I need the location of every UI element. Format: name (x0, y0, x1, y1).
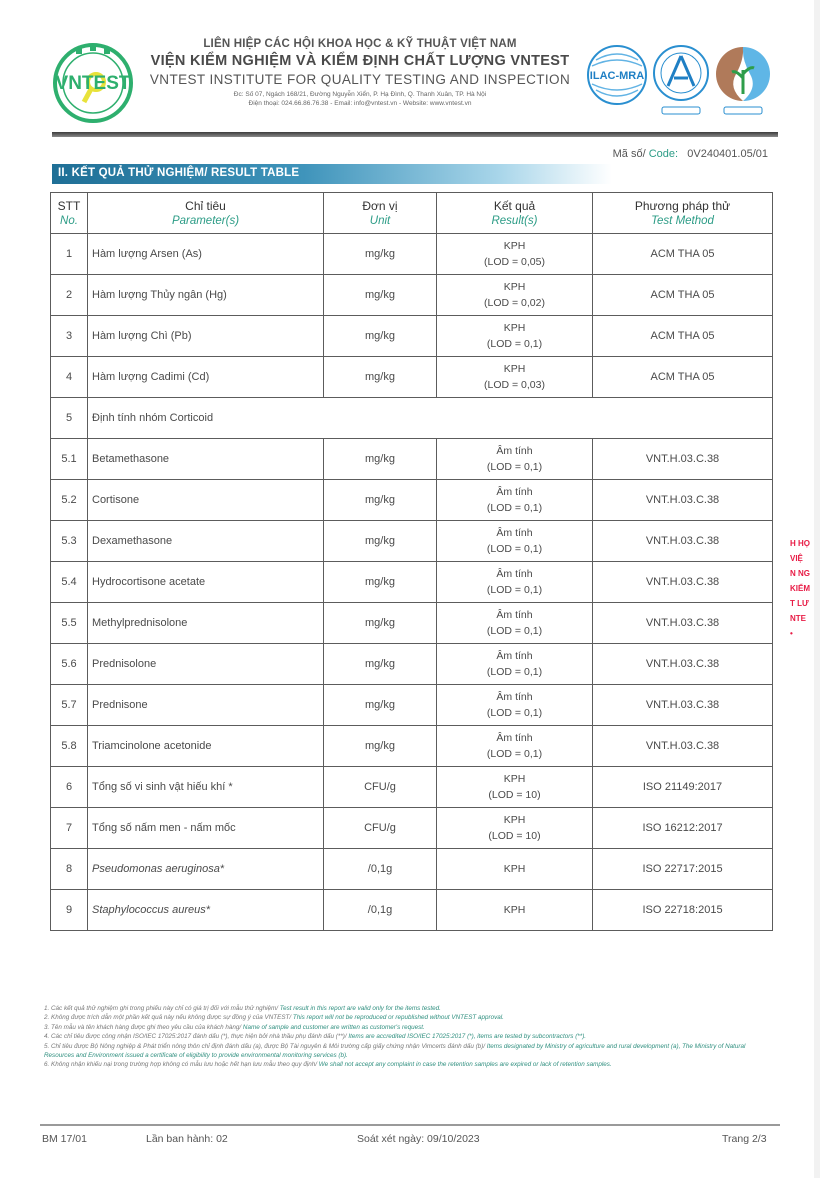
code-label-en: Code: (648, 148, 679, 160)
environment-icon (714, 44, 772, 118)
svg-text:ILAC-MRA: ILAC-MRA (589, 70, 645, 82)
table-row: 8 Pseudomonas aeruginosa* /0,1g KPH ISO 22717:2015 (51, 849, 773, 890)
table-row: 2 Hàm lượng Thủy ngân (Hg) mg/kg KPH (LOD = 0,02) ACM THA 05 (51, 275, 773, 316)
table-header-row (51, 193, 773, 234)
svg-text:VNTEST: VNTEST (55, 73, 131, 94)
section-title: II. KẾT QUẢ THỬ NGHIỆM/ RESULT TABLE (58, 167, 300, 179)
table-row: 5.5 Methylprednisolone mg/kg Âm tính (LOD = 0,1) VNT.H.03.C.38 (51, 603, 773, 644)
header-text (140, 38, 580, 107)
table-row: 1 Hàm lượng Arsen (As) mg/kg KPH (LOD = 0,05) ACM THA 05 (51, 234, 773, 275)
col-header-no: STT No. (51, 193, 88, 234)
institute-name-en: VNTEST INSTITUTE FOR QUALITY TESTING AND INSPECTION (149, 72, 571, 87)
accreditation-icon (652, 44, 710, 118)
table-row: 5.3 Dexamethasone mg/kg Âm tính (LOD = 0,1) VNT.H.03.C.38 (51, 521, 773, 562)
footnote: 5. Chỉ tiêu được Bộ Nông nghiệp & Phát triển nông thôn chỉ định đánh dấu (a), được Bộ Tài nguyên & Môi trường cấp giấy chứng nhận Vimcerts đánh dấu (b)/ Items designated by Ministry of agriculture and rural development (a), The Ministry of Natural Resources and Environment issued a certificate of eligibility to provide environmental monitoring services (b). (44, 1042, 746, 1060)
col-header-unit: Đơn vị Unit (324, 193, 437, 234)
footer-divider (40, 1124, 780, 1126)
footnote: 1. Các kết quả thử nghiệm ghi trong phiếu này chỉ có giá trị đối với mẫu thử nghiệm/ Test result in this report are valid only for the items tested. (44, 1005, 441, 1012)
vntest-logo (52, 42, 134, 124)
footnote: 4. Các chỉ tiêu được công nhận ISO/IEC 17025:2017 đánh dấu (*), thực hiện bởi nhà thầu phụ đánh dấu (**)/ Items are accredited ISO/IEC 17025:2017 (*), items are tested by subcontractors (**). (44, 1033, 587, 1041)
footnotes (44, 1004, 774, 1070)
table-row: 7 Tổng số nấm men - nấm mốc CFU/g KPH (LOD = 10) ISO 16212:2017 (51, 808, 773, 849)
table-group-row: 5 Định tính nhóm Corticoid (51, 398, 773, 439)
page-number: Trang 2/3 (722, 1133, 767, 1145)
table-row: 5.2 Cortisone mg/kg Âm tính (LOD = 0,1) VNT.H.03.C.38 (51, 480, 773, 521)
table-row: 3 Hàm lượng Chì (Pb) mg/kg KPH (LOD = 0,1) ACM THA 05 (51, 316, 773, 357)
footnote: 6. Không nhận khiếu nại trong trường hợp không có mẫu lưu hoặc hết hạn lưu mẫu theo quy định/ We shall not accept any complaint in case the retention samples are expired or lack of retention samples. (44, 1061, 612, 1069)
header-divider (52, 132, 778, 137)
code-label-vn: Mã số/ (612, 148, 646, 160)
col-header-method: Phương pháp thử Test Method (593, 193, 773, 234)
table-row: 5.8 Triamcinolone acetonide mg/kg Âm tính (LOD = 0,1) VNT.H.03.C.38 (51, 726, 773, 767)
table-row: 5.7 Prednisone mg/kg Âm tính (LOD = 0,1) VNT.H.03.C.38 (51, 685, 773, 726)
address: Đc: Số 07, Ngách 168/21, Đường Nguyễn Xiển, P. Hạ Đình, Q. Thanh Xuân, TP. Hà Nội (233, 91, 487, 98)
col-header-parameter: Chỉ tiêu Parameter(s) (88, 193, 324, 234)
footnote: 2. Không được trích dẫn một phần kết quả này nếu không được sự đồng ý của VNTEST/ This report will not be reproduced or republished without VNTEST approval. (44, 1014, 504, 1022)
table-row: 6 Tổng số vi sinh vật hiếu khí * CFU/g KPH (LOD = 10) ISO 21149:2017 (51, 767, 773, 808)
document-code (613, 148, 768, 160)
federation-name: LIÊN HIỆP CÁC HỘI KHOA HỌC & KỸ THUẬT VIỆT NAM (203, 38, 517, 50)
section-header (52, 164, 612, 184)
review-date: Soát xét ngày: 09/10/2023 (357, 1133, 480, 1145)
ilac-mra-icon (586, 44, 648, 106)
table-row: 4 Hàm lượng Cadimi (Cd) mg/kg KPH (LOD = 0,03) ACM THA 05 (51, 357, 773, 398)
code-value: 0V240401.05/01 (687, 148, 768, 160)
result-table (50, 192, 773, 931)
footnote: 3. Tên mẫu và tên khách hàng được ghi theo yêu cầu của khách hàng/ Name of sample and customer are written as customer's request. (44, 1023, 425, 1031)
institute-name-vn: VIỆN KIỂM NGHIỆM VÀ KIỂM ĐỊNH CHẤT LƯỢNG VNTEST (150, 53, 570, 69)
red-stamp: H HỌ VIỆ N NG KIỂM T LƯ NTE • (790, 539, 810, 638)
form-code: BM 17/01 (42, 1133, 87, 1145)
table-row: 9 Staphylococcus aureus* /0,1g KPH ISO 22718:2015 (51, 890, 773, 931)
col-header-result: Kết quả Result(s) (437, 193, 593, 234)
issue-number: Lần ban hành: 02 (146, 1133, 228, 1145)
contact-info: Điện thoại: 024.66.86.76.38 - Email: info@vntest.vn - Website: www.vntest.vn (248, 100, 472, 107)
table-row: 5.4 Hydrocortisone acetate mg/kg Âm tính (LOD = 0,1) VNT.H.03.C.38 (51, 562, 773, 603)
table-row: 5.1 Betamethasone mg/kg Âm tính (LOD = 0,1) VNT.H.03.C.38 (51, 439, 773, 480)
table-row: 5.6 Prednisolone mg/kg Âm tính (LOD = 0,1) VNT.H.03.C.38 (51, 644, 773, 685)
